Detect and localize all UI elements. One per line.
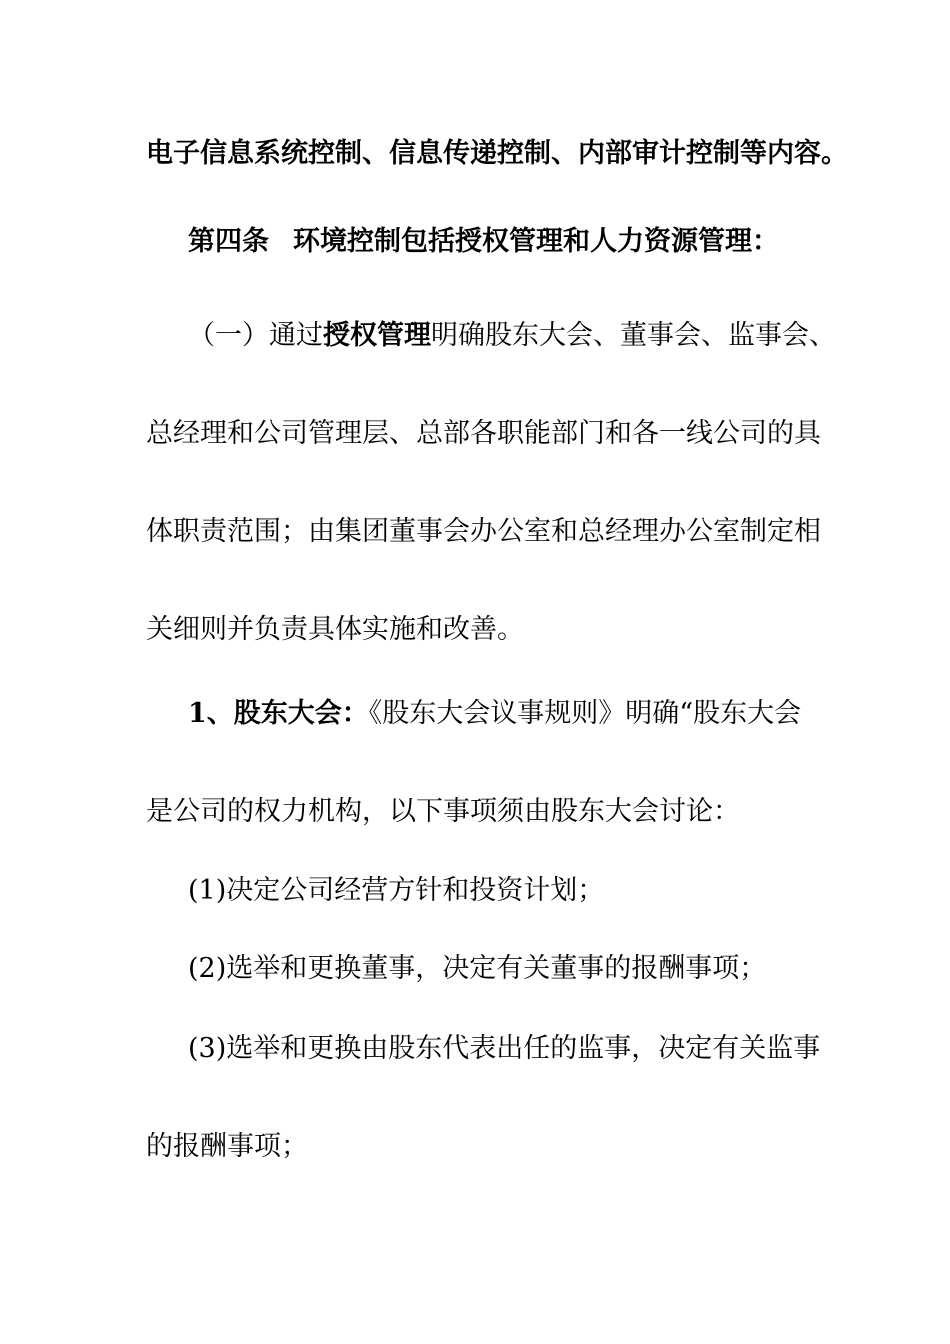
list-item-3-line-1: (3)选举和更换由股东代表出任的监事，决定有关监事 (188, 1033, 821, 1064)
shareholders-heading: 1、股东大会： (188, 698, 369, 729)
article-four-text: 环境控制包括授权管理和人力资源管理： (293, 226, 779, 257)
list-item-2: (2)选举和更换董事，决定有关董事的报酬事项； (188, 953, 767, 984)
section-one-prefix: （一）通过 (188, 320, 323, 351)
section-one-line-1 (188, 318, 858, 354)
shareholders-line-1 (188, 696, 858, 732)
section-one-line-2: 总经理和公司管理层、总部各职能部门和各一线公司的具 (146, 418, 821, 449)
section-one-line-3: 体职责范围；由集团董事会办公室和总经理办公室制定相 (146, 516, 821, 547)
intro-line: 电子信息系统控制、信息传递控制、内部审计控制等内容。 (146, 138, 848, 169)
article-four (188, 224, 858, 260)
section-one-line1-rest: 明确股东大会、董事会、监事会、 (431, 320, 836, 351)
article-four-label: 第四条 (188, 226, 269, 257)
shareholders-line1-rest: 《股东大会议事规则》明确“股东大会 (368, 698, 802, 729)
list-item-1: (1)决定公司经营方针和投资计划； (188, 875, 605, 906)
authorization-term: 授权管理 (323, 320, 431, 351)
list-item-3-line-2: 的报酬事项； (146, 1131, 308, 1162)
shareholders-line-2: 是公司的权力机构，以下事项须由股东大会讨论： (146, 796, 740, 827)
section-one-line-4: 关细则并负责具体实施和改善。 (146, 614, 524, 645)
